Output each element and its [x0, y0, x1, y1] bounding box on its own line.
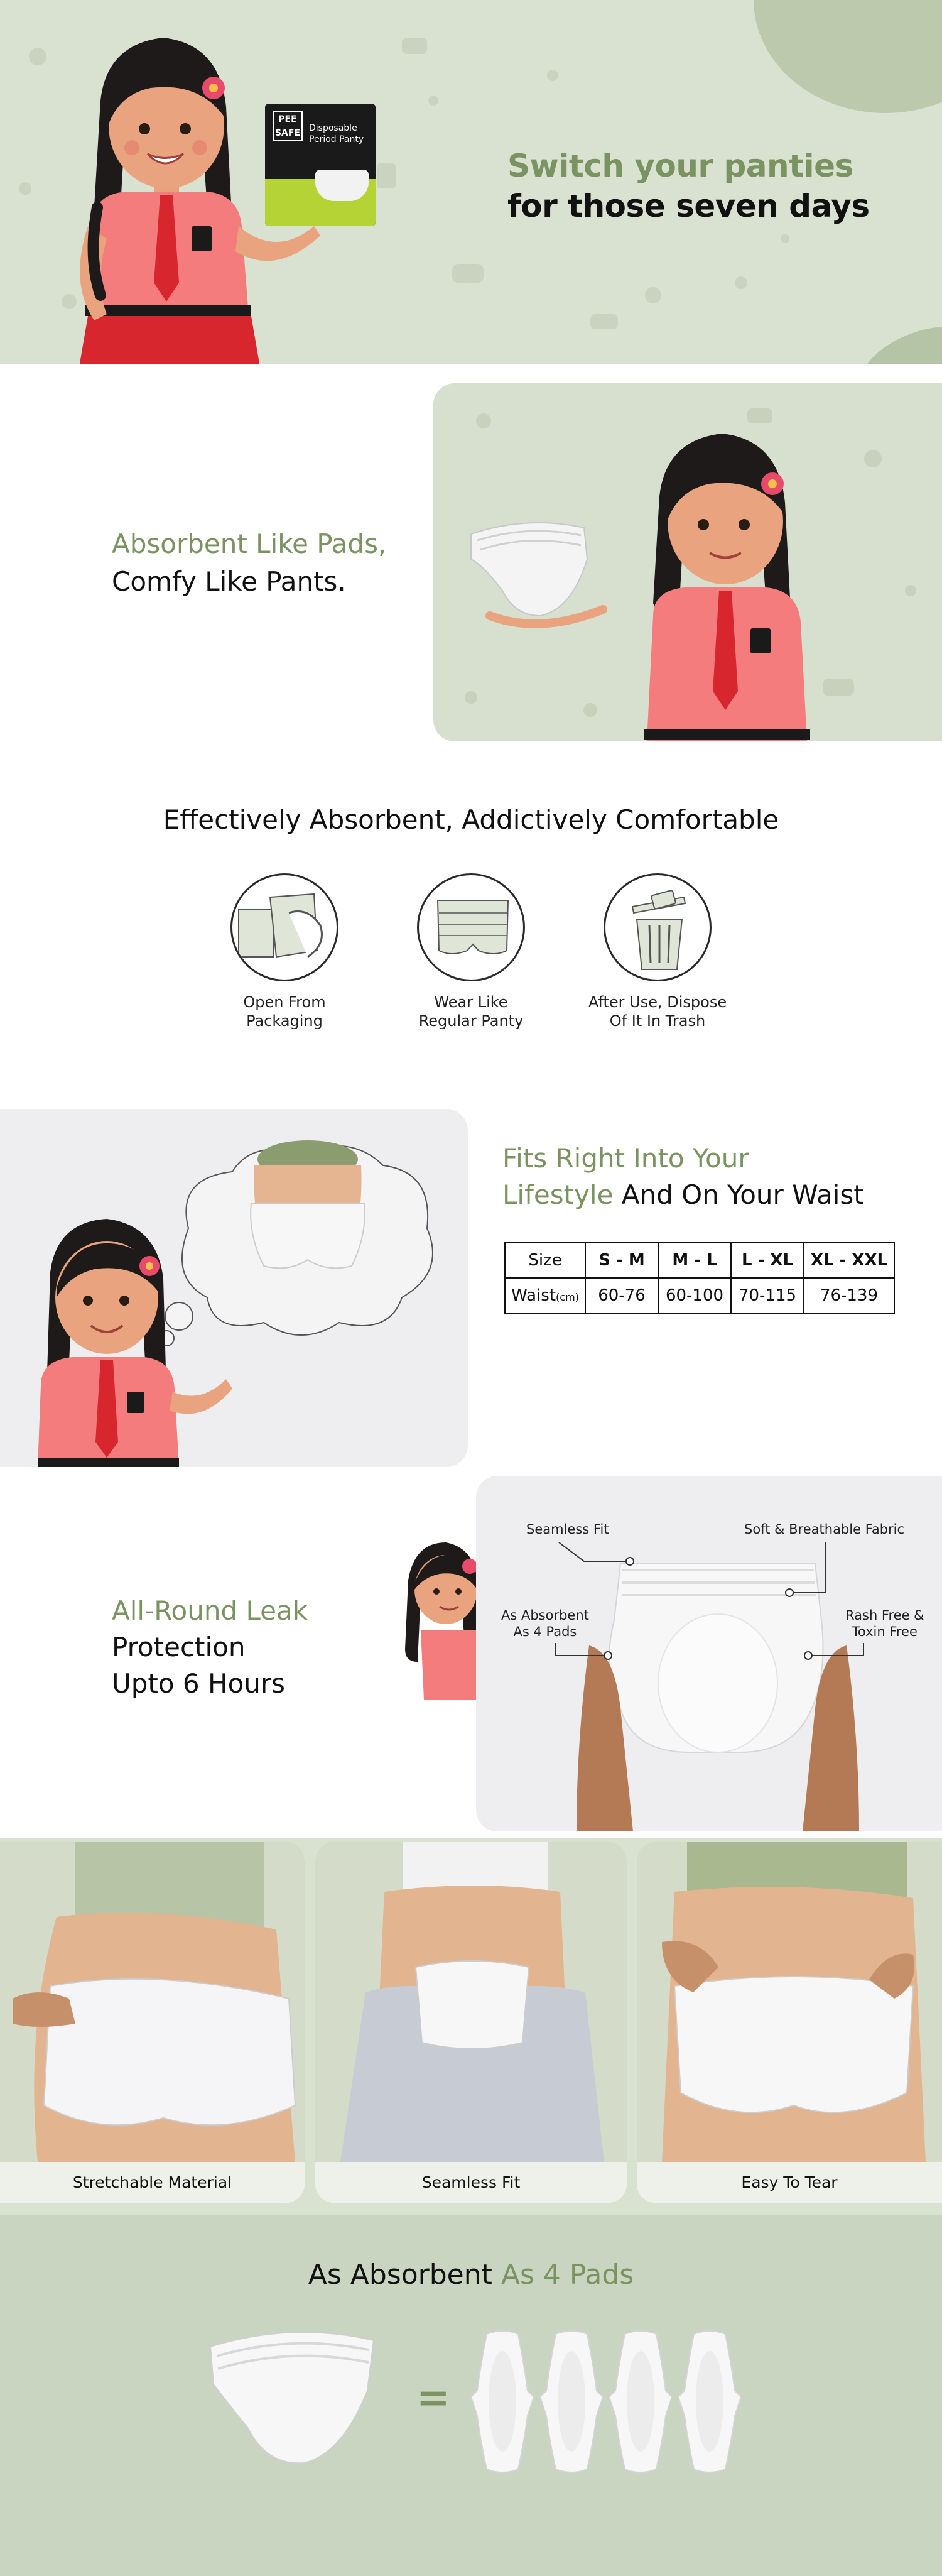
steps-section — [0, 754, 942, 1081]
feature-label: Stretchable Material — [0, 2162, 305, 2203]
hero-section — [0, 0, 942, 364]
absorbent-panel — [433, 383, 942, 741]
brand-logo: PEE SAFE — [273, 111, 303, 141]
girl-illustration — [13, 1209, 239, 1467]
product-name-line2: Period Panty — [309, 134, 364, 145]
feature-card — [637, 1842, 942, 2203]
callout-seamless: Seamless Fit — [526, 1522, 609, 1537]
step-item — [389, 873, 553, 1030]
step-caption-line1: After Use, Dispose — [588, 993, 727, 1011]
decor-wave — [867, 327, 942, 364]
feature-card — [315, 1842, 627, 2203]
absorbent-green: Absorbent Like Pads, — [112, 528, 387, 559]
waist-label: Waist(cm) — [505, 1278, 585, 1313]
size-table — [504, 1242, 895, 1314]
waist-cell: 60-100 — [658, 1278, 731, 1313]
size-header-label: Size — [505, 1243, 585, 1278]
callout-rash-free: Rash Free & Toxin Free — [845, 1608, 924, 1639]
callout-fabric: Soft & Breathable Fabric — [744, 1522, 905, 1537]
fit-section — [0, 1109, 942, 1467]
features-section — [0, 1838, 942, 2215]
hero-line2: for those seven days — [507, 188, 870, 224]
equals-sign: = — [416, 2375, 450, 2421]
size-header-row — [505, 1243, 894, 1278]
step-caption-line2: Regular Panty — [418, 1012, 524, 1030]
fit-panel — [0, 1109, 468, 1467]
step-caption-line2: Packaging — [246, 1012, 323, 1030]
waist-unit: (cm) — [556, 1291, 579, 1303]
size-cell: XL - XXL — [804, 1243, 894, 1278]
panty-image — [465, 515, 609, 641]
product-package — [265, 104, 376, 226]
leak-line3: Upto 6 Hours — [112, 1668, 286, 1699]
feature-label: Easy To Tear — [637, 2162, 942, 2203]
girl-illustration — [609, 415, 936, 741]
step-item — [576, 873, 739, 1030]
waist-cell: 70-115 — [731, 1278, 804, 1313]
hero-headline — [507, 146, 870, 226]
fit-heading — [502, 1140, 864, 1213]
product-name-line1: Disposable — [309, 123, 357, 133]
trash-icon — [604, 873, 712, 981]
stretchable-material-photo — [0, 1842, 305, 2162]
panty-image — [315, 170, 369, 201]
size-cell: M - L — [658, 1243, 731, 1278]
leak-line2: Protection — [112, 1632, 246, 1662]
step-caption-line1: Wear Like — [434, 993, 508, 1011]
step-caption-line1: Open From — [243, 993, 326, 1011]
waist-cell: 76-139 — [804, 1278, 894, 1313]
panty-image — [204, 2322, 380, 2472]
fit-green-line1: Fits Right Into Your — [502, 1143, 749, 1174]
fit-black-line2: And On Your Waist — [613, 1179, 864, 1210]
pads-illustration — [468, 2328, 744, 2479]
step-item — [203, 873, 366, 1030]
steps-title: Effectively Absorbent, Addictively Comfortable — [163, 804, 779, 835]
step-caption-line2: Of It In Trash — [609, 1012, 706, 1030]
absorbent-heading — [112, 525, 386, 601]
leak-green: All-Round Leak — [112, 1595, 308, 1626]
hero-line1: Switch your panties — [507, 148, 853, 184]
callout-absorbent: As Absorbent As 4 Pads — [501, 1608, 589, 1639]
size-cell: S - M — [585, 1243, 658, 1278]
absorbent-black: Comfy Like Pants. — [112, 566, 346, 597]
callout-lines — [0, 1467, 942, 1838]
waist-row — [505, 1278, 894, 1313]
waist-cell: 60-76 — [585, 1278, 658, 1313]
panty-icon — [417, 873, 525, 981]
packaging-icon — [230, 873, 338, 981]
easy-to-tear-photo — [637, 1842, 942, 2162]
fit-green-line2: Lifestyle — [502, 1179, 614, 1210]
pads-title: As Absorbent As 4 Pads — [308, 2259, 634, 2291]
absorbent-section — [0, 364, 942, 754]
size-cell: L - XL — [731, 1243, 804, 1278]
leak-section — [0, 1467, 942, 1838]
seamless-fit-photo — [315, 1842, 627, 2162]
feature-card — [0, 1842, 305, 2203]
pads-section — [0, 2215, 942, 2576]
feature-label: Seamless Fit — [315, 2162, 627, 2203]
